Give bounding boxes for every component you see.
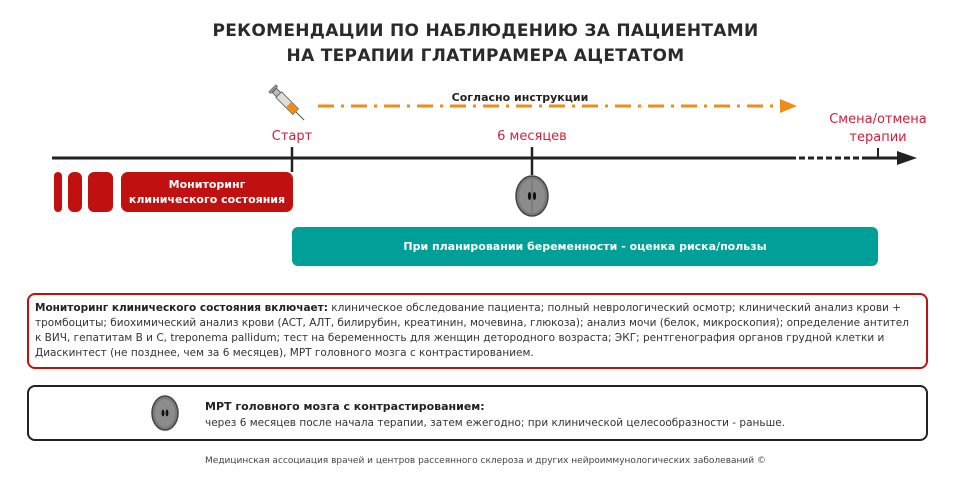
change-label-line-2: терапии bbox=[849, 130, 907, 145]
monitoring-details-box bbox=[27, 293, 928, 369]
monitoring-details-heading: Мониторинг клинического состояния включает: bbox=[35, 302, 328, 314]
six-months-label: 6 месяцев bbox=[497, 129, 567, 144]
pregnancy-bar bbox=[292, 227, 878, 266]
monitoring-stripe-2 bbox=[68, 172, 82, 212]
footer-copyright: Медицинская ассоциация врачей и центров рассеянного склероза и других нейроиммунологических заболеваний © bbox=[205, 456, 766, 466]
mri-details-box bbox=[27, 385, 928, 441]
monitoring-stripe-1 bbox=[54, 172, 62, 212]
monitoring-box-line-1: Мониторинг bbox=[168, 178, 246, 191]
mri-details-heading: МРТ головного мозга с контрастированием: bbox=[205, 400, 485, 413]
monitoring-box bbox=[121, 172, 293, 212]
start-label: Старт bbox=[271, 129, 313, 144]
syringe-icon bbox=[269, 85, 308, 124]
pregnancy-bar-label: При планировании беременности - оценка риска/пользы bbox=[403, 240, 767, 253]
monitoring-details-text: клиническое обследование пациента; полный неврологический осмотр; клинический анализ крови + тромбоциты; биохимический анализ крови (АСТ, АЛТ, билирубин, креатинин, мочевина, глюкоза); анализ мочи (белок, микроскопия); определение антител к ВИЧ, гепатитам В и С, treponema pallidum; тест на беременность для женщин детородного возраста; ЭКГ; рентгенография органов грудной клетки и Диаскинтест (не позднее, чем за 6 месяцев), МРТ головного мозга с контрастированием. bbox=[35, 302, 909, 359]
brain-mri-icon-small bbox=[150, 393, 180, 433]
instruction-arrow-head bbox=[780, 99, 797, 113]
page-title-line-1: РЕКОМЕНДАЦИИ ПО НАБЛЮДЕНИЮ ЗА ПАЦИЕНТАМИ bbox=[212, 21, 759, 41]
change-label-line-1: Смена/отмена bbox=[829, 112, 927, 127]
instruction-label: Согласно инструкции bbox=[451, 91, 589, 104]
mri-details-text: через 6 месяцев после начала терапии, затем ежегодно; при клинической целесообразности - раньше. bbox=[205, 417, 785, 429]
monitoring-box-line-2: клинического состояния bbox=[128, 193, 286, 206]
timeline-arrow-head bbox=[897, 151, 917, 165]
page-title-line-2: НА ТЕРАПИИ ГЛАТИРАМЕРА АЦЕТАТОМ bbox=[286, 46, 685, 66]
brain-mri-icon bbox=[516, 176, 548, 216]
monitoring-stripe-3 bbox=[88, 172, 113, 212]
